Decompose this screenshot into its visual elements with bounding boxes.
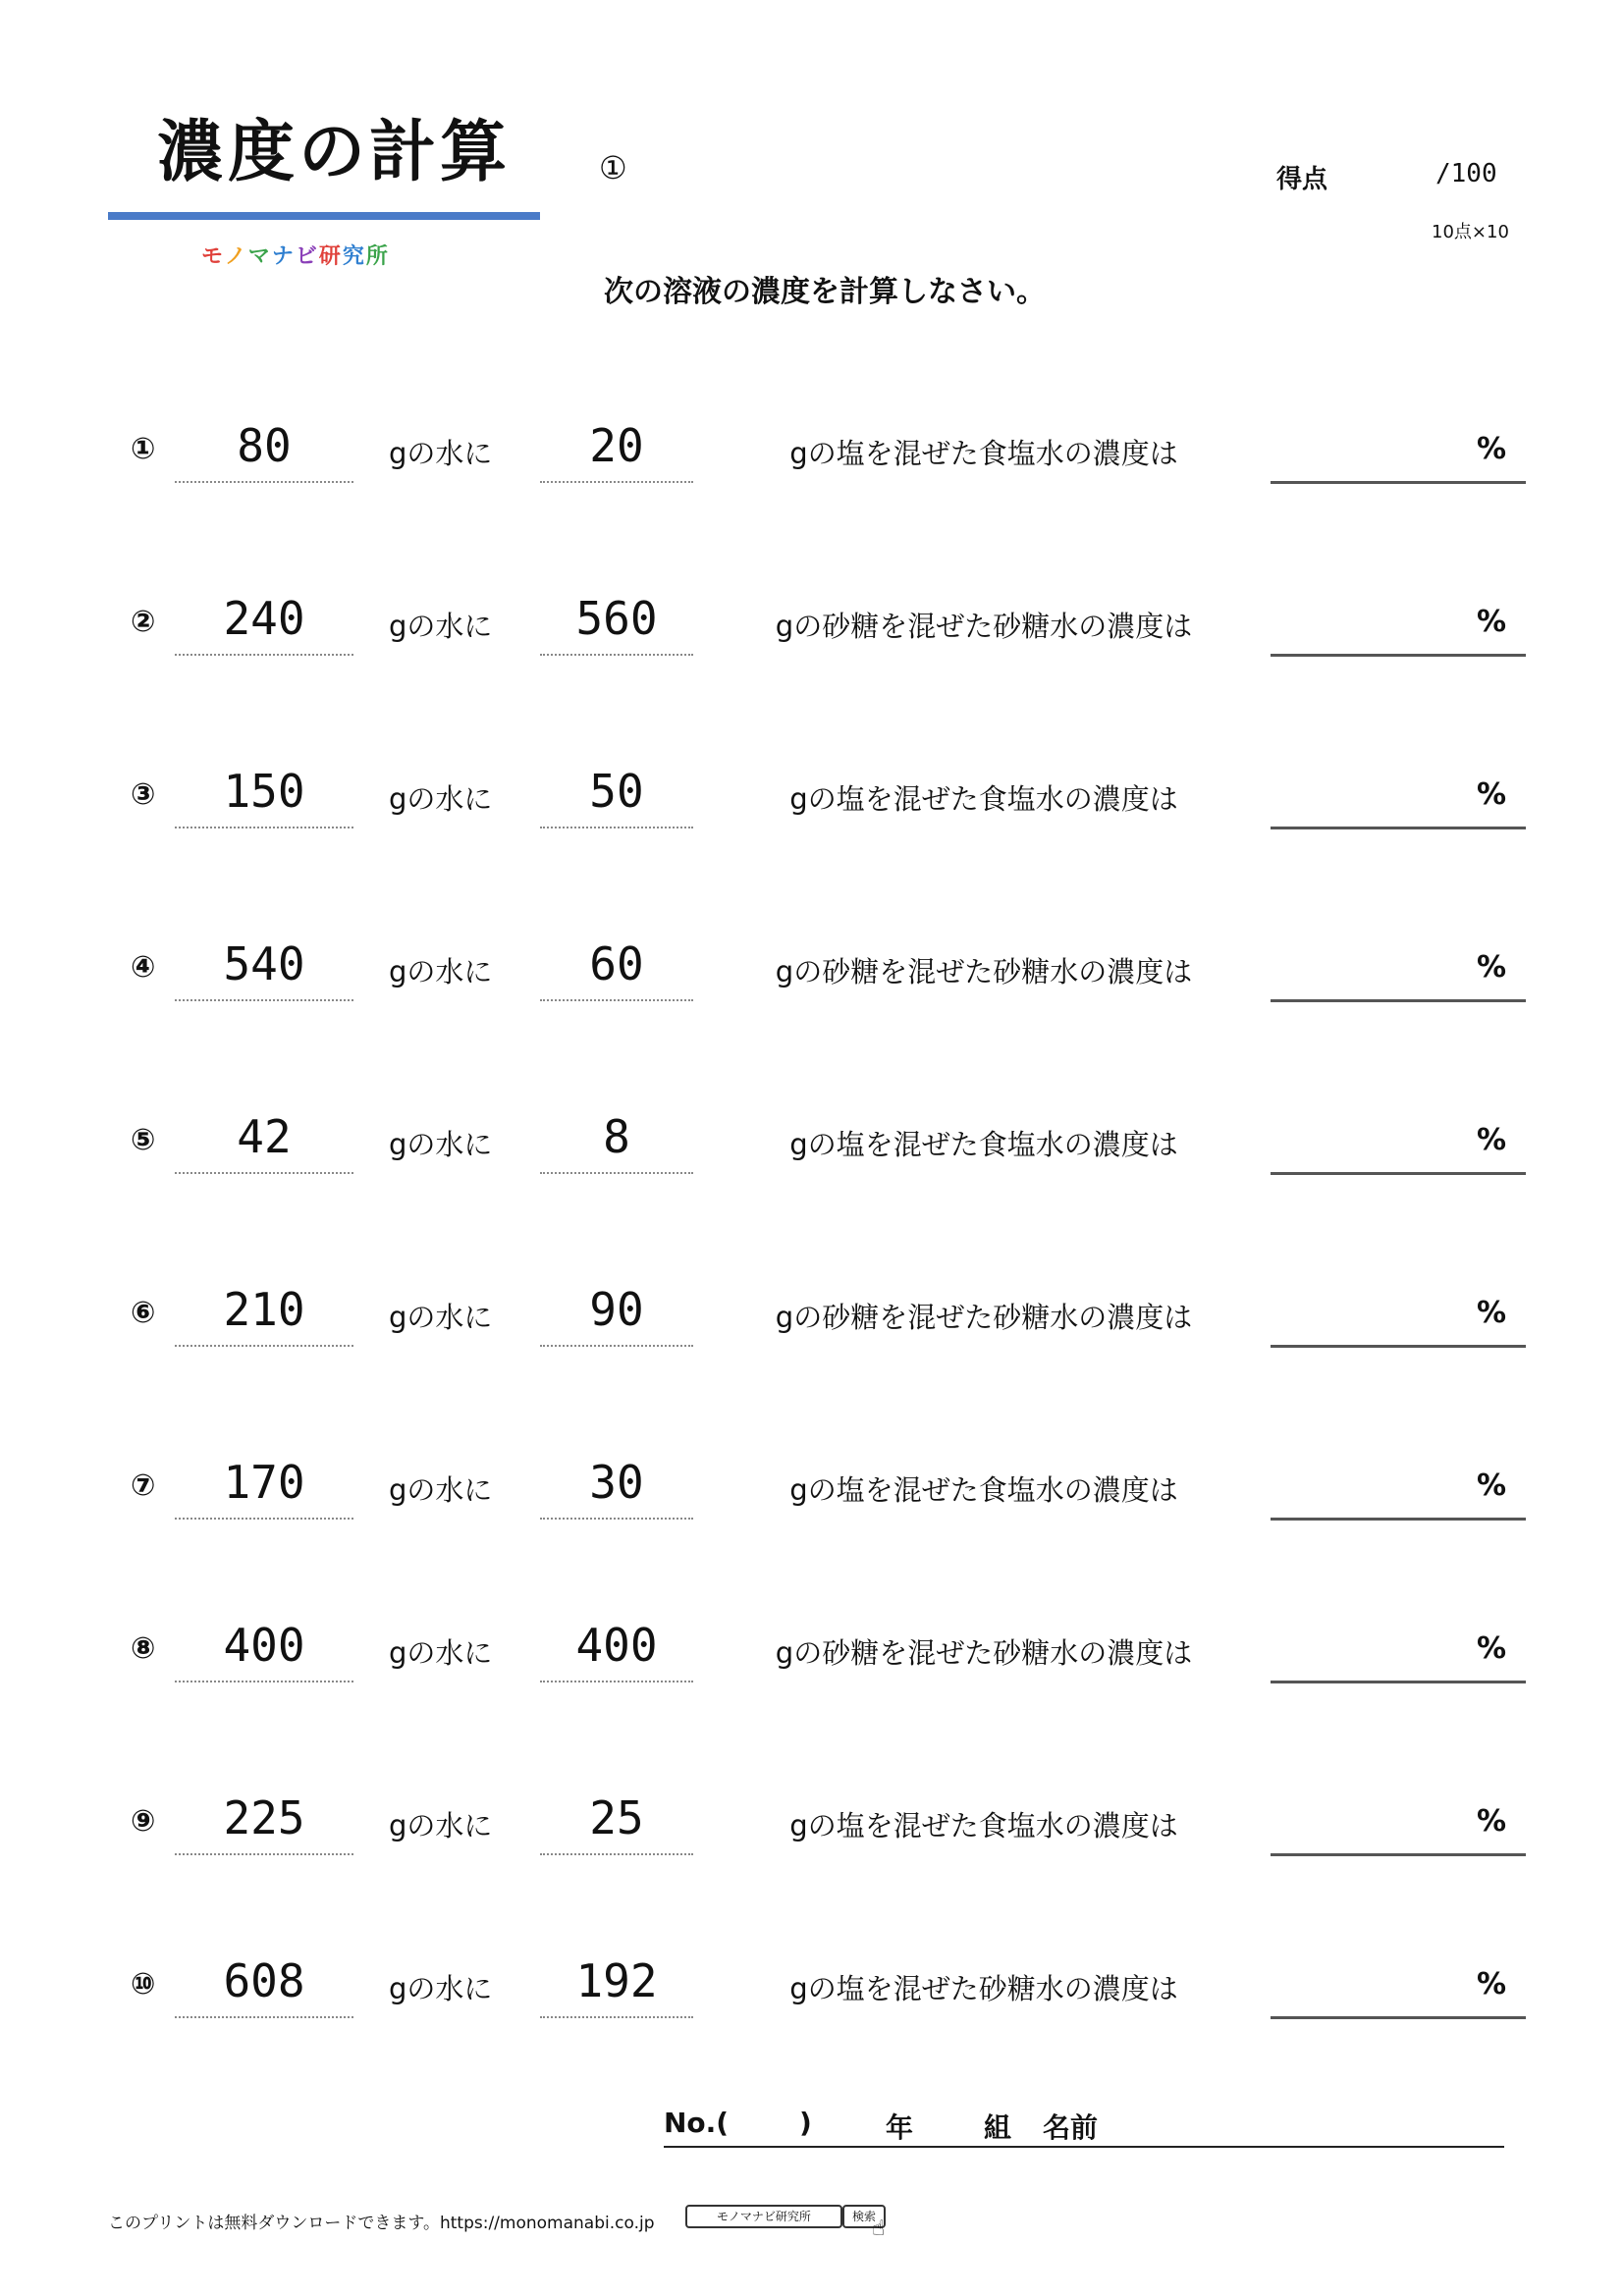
solute-amount: 25 bbox=[540, 1783, 693, 1855]
answer-field[interactable] bbox=[1271, 410, 1526, 484]
solute-amount: 560 bbox=[540, 583, 693, 656]
solute-amount: 192 bbox=[540, 1946, 693, 2018]
water-unit: gの水に bbox=[389, 610, 493, 643]
percent-sign: % bbox=[1476, 777, 1506, 812]
water-unit: gの水に bbox=[389, 1301, 493, 1334]
page-title: 濃度の計算 bbox=[157, 114, 512, 191]
search-button: 検索 bbox=[842, 2205, 886, 2228]
problem-row bbox=[0, 583, 1624, 671]
problem-phrase: gの塩を混ぜた食塩水の濃度は bbox=[789, 1128, 1178, 1161]
title-underline bbox=[108, 212, 540, 220]
problem-row bbox=[0, 410, 1624, 499]
solute-amount: 30 bbox=[540, 1447, 693, 1520]
percent-sign: % bbox=[1476, 1468, 1506, 1503]
problem-row bbox=[0, 1783, 1624, 1871]
water-unit: gの水に bbox=[389, 955, 493, 988]
no-close: ) bbox=[799, 2107, 812, 2139]
instruction: 次の溶液の濃度を計算しなさい。 bbox=[604, 275, 1046, 309]
search-box: モノマナビ研究所 bbox=[685, 2205, 842, 2228]
problem-number: ④ bbox=[131, 950, 156, 985]
problem-row bbox=[0, 1447, 1624, 1535]
water-amount: 150 bbox=[175, 756, 353, 828]
percent-sign: % bbox=[1476, 432, 1506, 466]
footer-text: このプリントは無料ダウンロードできます。https://monomanabi.co.jp bbox=[108, 2214, 655, 2233]
name-label: 名前 bbox=[1043, 2111, 1099, 2144]
problem-phrase: gの塩を混ぜた食塩水の濃度は bbox=[789, 437, 1178, 470]
water-amount: 400 bbox=[175, 1610, 353, 1682]
problem-number: ③ bbox=[131, 777, 156, 812]
water-amount: 240 bbox=[175, 583, 353, 656]
water-amount: 170 bbox=[175, 1447, 353, 1520]
percent-sign: % bbox=[1476, 1123, 1506, 1157]
problem-number: ⑨ bbox=[131, 1804, 156, 1839]
answer-field[interactable] bbox=[1271, 1447, 1526, 1521]
percent-sign: % bbox=[1476, 1804, 1506, 1839]
water-unit: gの水に bbox=[389, 1972, 493, 2005]
problem-phrase: gの塩を混ぜた食塩水の濃度は bbox=[789, 1809, 1178, 1842]
score-max: /100 bbox=[1435, 159, 1497, 188]
problem-row bbox=[0, 1101, 1624, 1190]
problem-number: ② bbox=[131, 605, 156, 639]
water-amount: 210 bbox=[175, 1274, 353, 1347]
answer-field[interactable] bbox=[1271, 1610, 1526, 1683]
answer-field[interactable] bbox=[1271, 583, 1526, 657]
answer-field[interactable] bbox=[1271, 929, 1526, 1002]
answer-field[interactable] bbox=[1271, 1274, 1526, 1348]
sheet-number: ① bbox=[599, 149, 627, 187]
answer-field[interactable] bbox=[1271, 756, 1526, 829]
problem-row bbox=[0, 929, 1624, 1017]
problem-phrase: gの砂糖を混ぜた砂糖水の濃度は bbox=[775, 955, 1193, 988]
problem-phrase: gの塩を混ぜた砂糖水の濃度は bbox=[789, 1972, 1178, 2005]
water-unit: gの水に bbox=[389, 782, 493, 816]
water-amount: 42 bbox=[175, 1101, 353, 1174]
water-unit: gの水に bbox=[389, 1473, 493, 1507]
problem-phrase: gの砂糖を混ぜた砂糖水の濃度は bbox=[775, 1301, 1193, 1334]
percent-sign: % bbox=[1476, 1296, 1506, 1330]
percent-sign: % bbox=[1476, 1631, 1506, 1666]
pointer-icon: ☝ bbox=[872, 2216, 886, 2241]
solute-amount: 8 bbox=[540, 1101, 693, 1174]
solute-amount: 20 bbox=[540, 410, 693, 483]
solute-amount: 50 bbox=[540, 756, 693, 828]
problem-number: ⑦ bbox=[131, 1468, 156, 1503]
year-label: 年 bbox=[886, 2111, 914, 2144]
answer-field[interactable] bbox=[1271, 1783, 1526, 1856]
water-unit: gの水に bbox=[389, 1128, 493, 1161]
percent-sign: % bbox=[1476, 605, 1506, 639]
water-amount: 540 bbox=[175, 929, 353, 1001]
problem-row bbox=[0, 1946, 1624, 2034]
problem-number: ⑩ bbox=[131, 1967, 156, 2002]
water-amount: 608 bbox=[175, 1946, 353, 2018]
solute-amount: 60 bbox=[540, 929, 693, 1001]
problem-number: ⑧ bbox=[131, 1631, 156, 1666]
problem-number: ⑥ bbox=[131, 1296, 156, 1330]
percent-sign: % bbox=[1476, 950, 1506, 985]
problem-row bbox=[0, 756, 1624, 844]
answer-field[interactable] bbox=[1271, 1946, 1526, 2019]
water-amount: 225 bbox=[175, 1783, 353, 1855]
name-field-line[interactable] bbox=[664, 2107, 1504, 2148]
problem-phrase: gの塩を混ぜた食塩水の濃度は bbox=[789, 1473, 1178, 1507]
problem-row bbox=[0, 1610, 1624, 1698]
water-unit: gの水に bbox=[389, 1636, 493, 1670]
class-label: 組 bbox=[984, 2111, 1012, 2144]
problem-phrase: gの砂糖を混ぜた砂糖水の濃度は bbox=[775, 610, 1193, 643]
water-amount: 80 bbox=[175, 410, 353, 483]
problem-row bbox=[0, 1274, 1624, 1362]
score-label: 得点 bbox=[1276, 165, 1328, 194]
answer-field[interactable] bbox=[1271, 1101, 1526, 1175]
problem-number: ① bbox=[131, 432, 156, 466]
water-unit: gの水に bbox=[389, 437, 493, 470]
problem-number: ⑤ bbox=[131, 1123, 156, 1157]
water-unit: gの水に bbox=[389, 1809, 493, 1842]
percent-sign: % bbox=[1476, 1967, 1506, 2002]
solute-amount: 400 bbox=[540, 1610, 693, 1682]
solute-amount: 90 bbox=[540, 1274, 693, 1347]
problem-phrase: gの塩を混ぜた食塩水の濃度は bbox=[789, 782, 1178, 816]
problem-phrase: gの砂糖を混ぜた砂糖水の濃度は bbox=[775, 1636, 1193, 1670]
no-label: No.( bbox=[664, 2107, 730, 2139]
logo: モノマナビ研究所 bbox=[201, 244, 390, 269]
score-note: 10点×10 bbox=[1432, 222, 1509, 242]
